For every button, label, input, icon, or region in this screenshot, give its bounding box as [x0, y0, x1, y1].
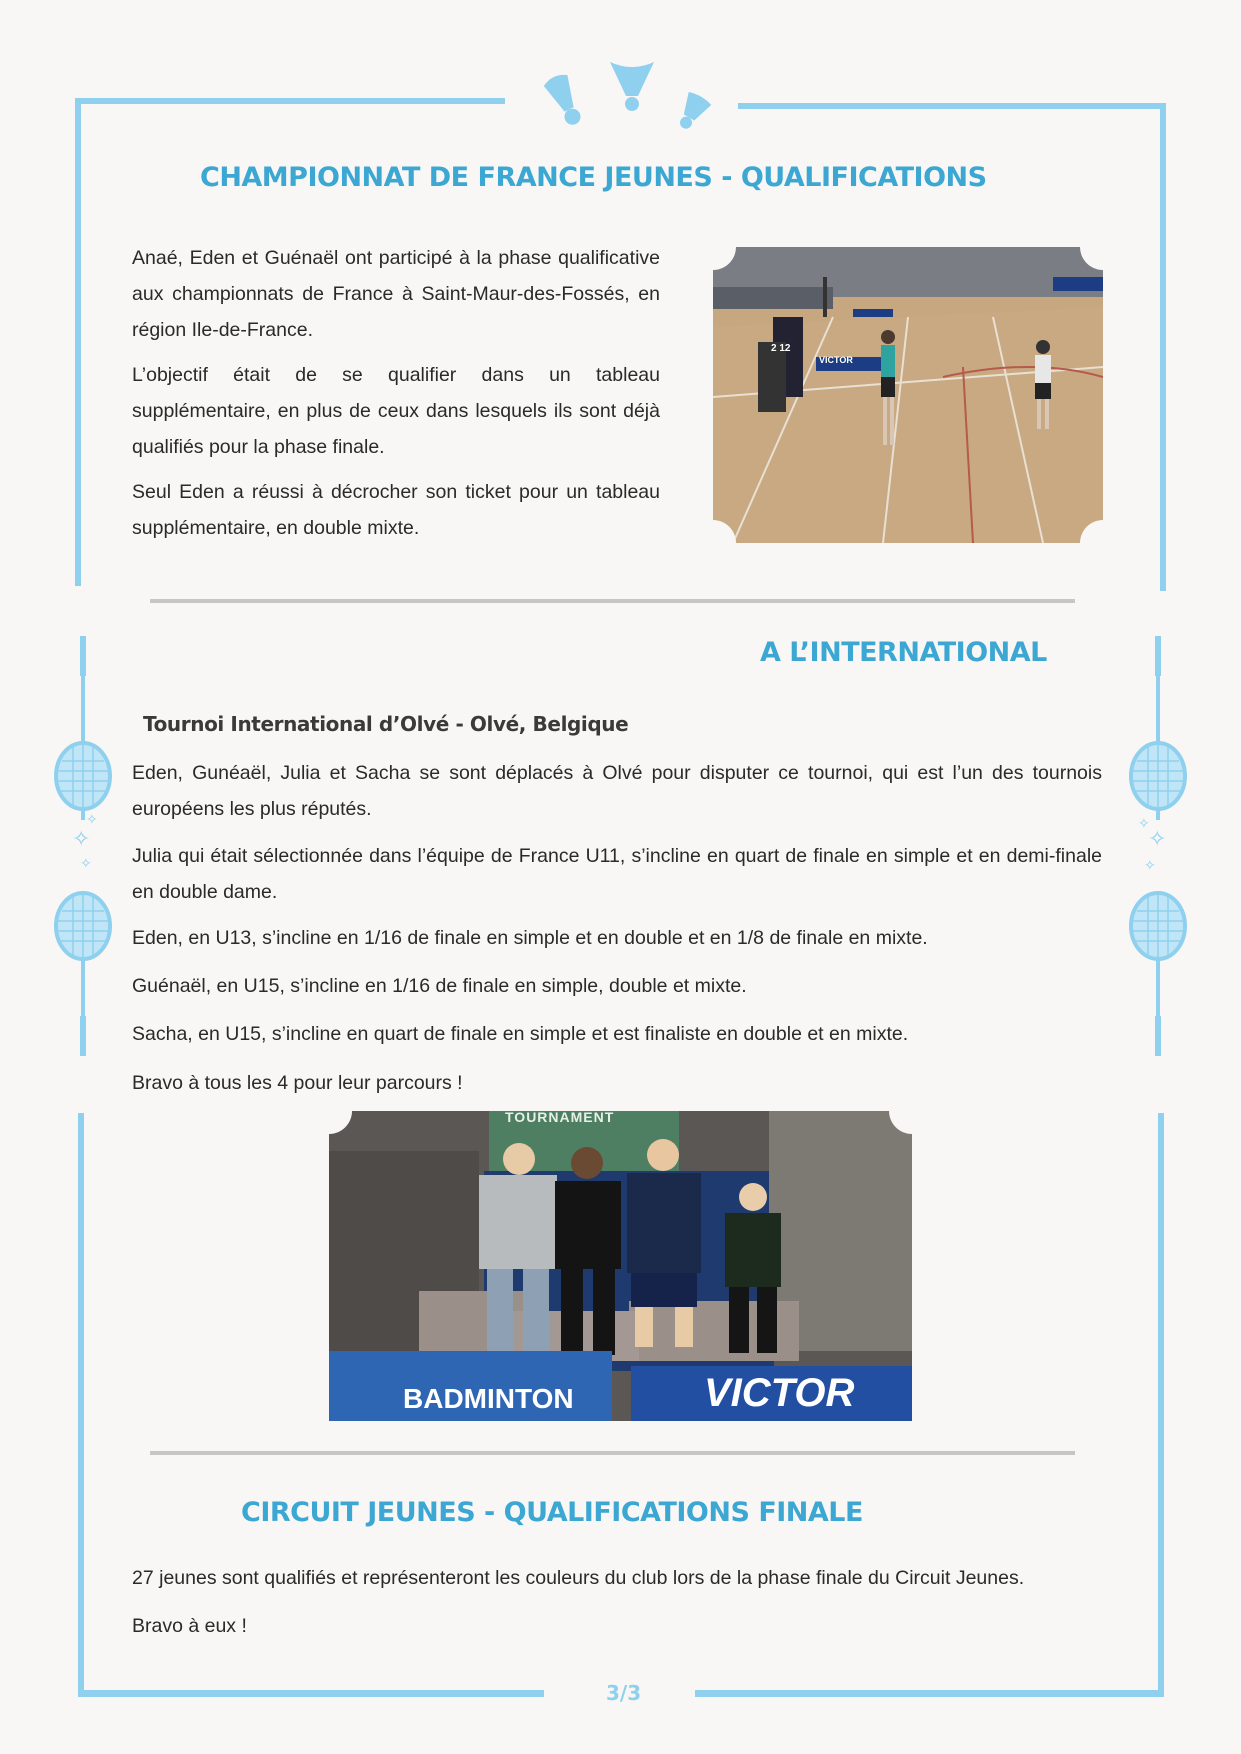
shuttlecock-icon [600, 60, 664, 120]
sparkle-icon: ✧ [1144, 857, 1156, 873]
banner-tournament: TOURNAMENT [505, 1111, 615, 1125]
paragraph: Guénaël, en U15, s’incline en 1/16 de finale en simple, double et mixte. [132, 975, 747, 997]
sparkle-icon: ✧ [1148, 826, 1167, 851]
paragraph: Bravo à eux ! [132, 1615, 247, 1637]
court-photo [713, 247, 1103, 543]
banner-badminton: BADMINTON [403, 1383, 574, 1414]
paragraph: Seul Eden a réussi à décrocher son ticket pour un tableau supplémentaire, en double mixte. [132, 481, 660, 539]
frame-bottom-right [695, 1690, 1164, 1697]
section-title-championnat: CHAMPIONNAT DE FRANCE JEUNES - QUALIFICATIONS [200, 162, 987, 193]
paragraph: Bravo à tous les 4 pour leur parcours ! [132, 1072, 463, 1094]
sparkle-icon: ✧ [86, 811, 98, 827]
paragraph: Eden, Gunéaël, Julia et Sacha se sont déplacés à Olvé pour disputer ce tournoi, qui est l’un des tournois européens les plus réputés. [132, 762, 1102, 820]
paragraph: L’objectif était de se qualifier dans un tableau supplémentaire, en plus de ceux dans lesquels ils sont déjà qualifiés pour la phase finale. [132, 364, 660, 458]
paragraph: Julia qui était sélectionnée dans l’équipe de France U11, s’incline en quart de finale en simple et en demi-finale en double dame. [132, 845, 1102, 903]
frame-top-left [75, 98, 505, 104]
shuttlecock-icon [668, 92, 714, 136]
sparkle-icon: ✧ [72, 826, 91, 851]
frame-bottom-left [78, 1690, 544, 1697]
paragraph: 27 jeunes sont qualifiés et représenteront les couleurs du club lors de la phase finale du Circuit Jeunes. [132, 1567, 1025, 1589]
podium-photo [329, 1111, 912, 1421]
court-sign: VICTOR [819, 355, 853, 365]
court-scoreboard: 2 12 [771, 343, 791, 354]
frame-top-right [738, 103, 1166, 109]
section-divider [150, 1451, 1075, 1455]
sparkle-icon: ✧ [1138, 815, 1150, 831]
court-photo-illustration [713, 247, 1103, 543]
frame-right-lower [1158, 1113, 1164, 1697]
frame-left-upper [75, 98, 81, 586]
paragraph: Sacha, en U15, s’incline en quart de finale en simple et est finaliste en double et en mixte. [132, 1023, 909, 1045]
page-number: 3/3 [606, 1681, 642, 1705]
sparkle-icon: ✧ [80, 855, 92, 871]
shuttlecock-icon [532, 70, 602, 140]
banner-victor: VICTOR [704, 1371, 855, 1415]
paragraph: Anaé, Eden et Guénaël ont participé à la phase qualificative aux championnats de France à Saint-Maur-des-Fossés, en région Ile-de-France. [132, 247, 660, 341]
section-divider [150, 599, 1075, 603]
frame-left-lower [78, 1113, 84, 1697]
frame-right-upper [1160, 103, 1166, 591]
section-title-international: A L’INTERNATIONAL [760, 637, 1047, 668]
tournament-subtitle: Tournoi International d’Olvé - Olvé, Belgique [143, 712, 629, 736]
paragraph: Eden, en U13, s’incline en 1/16 de finale en simple et en double et en 1/8 de finale en mixte. [132, 927, 928, 949]
section-title-circuit: CIRCUIT JEUNES - QUALIFICATIONS FINALE [241, 1497, 863, 1528]
